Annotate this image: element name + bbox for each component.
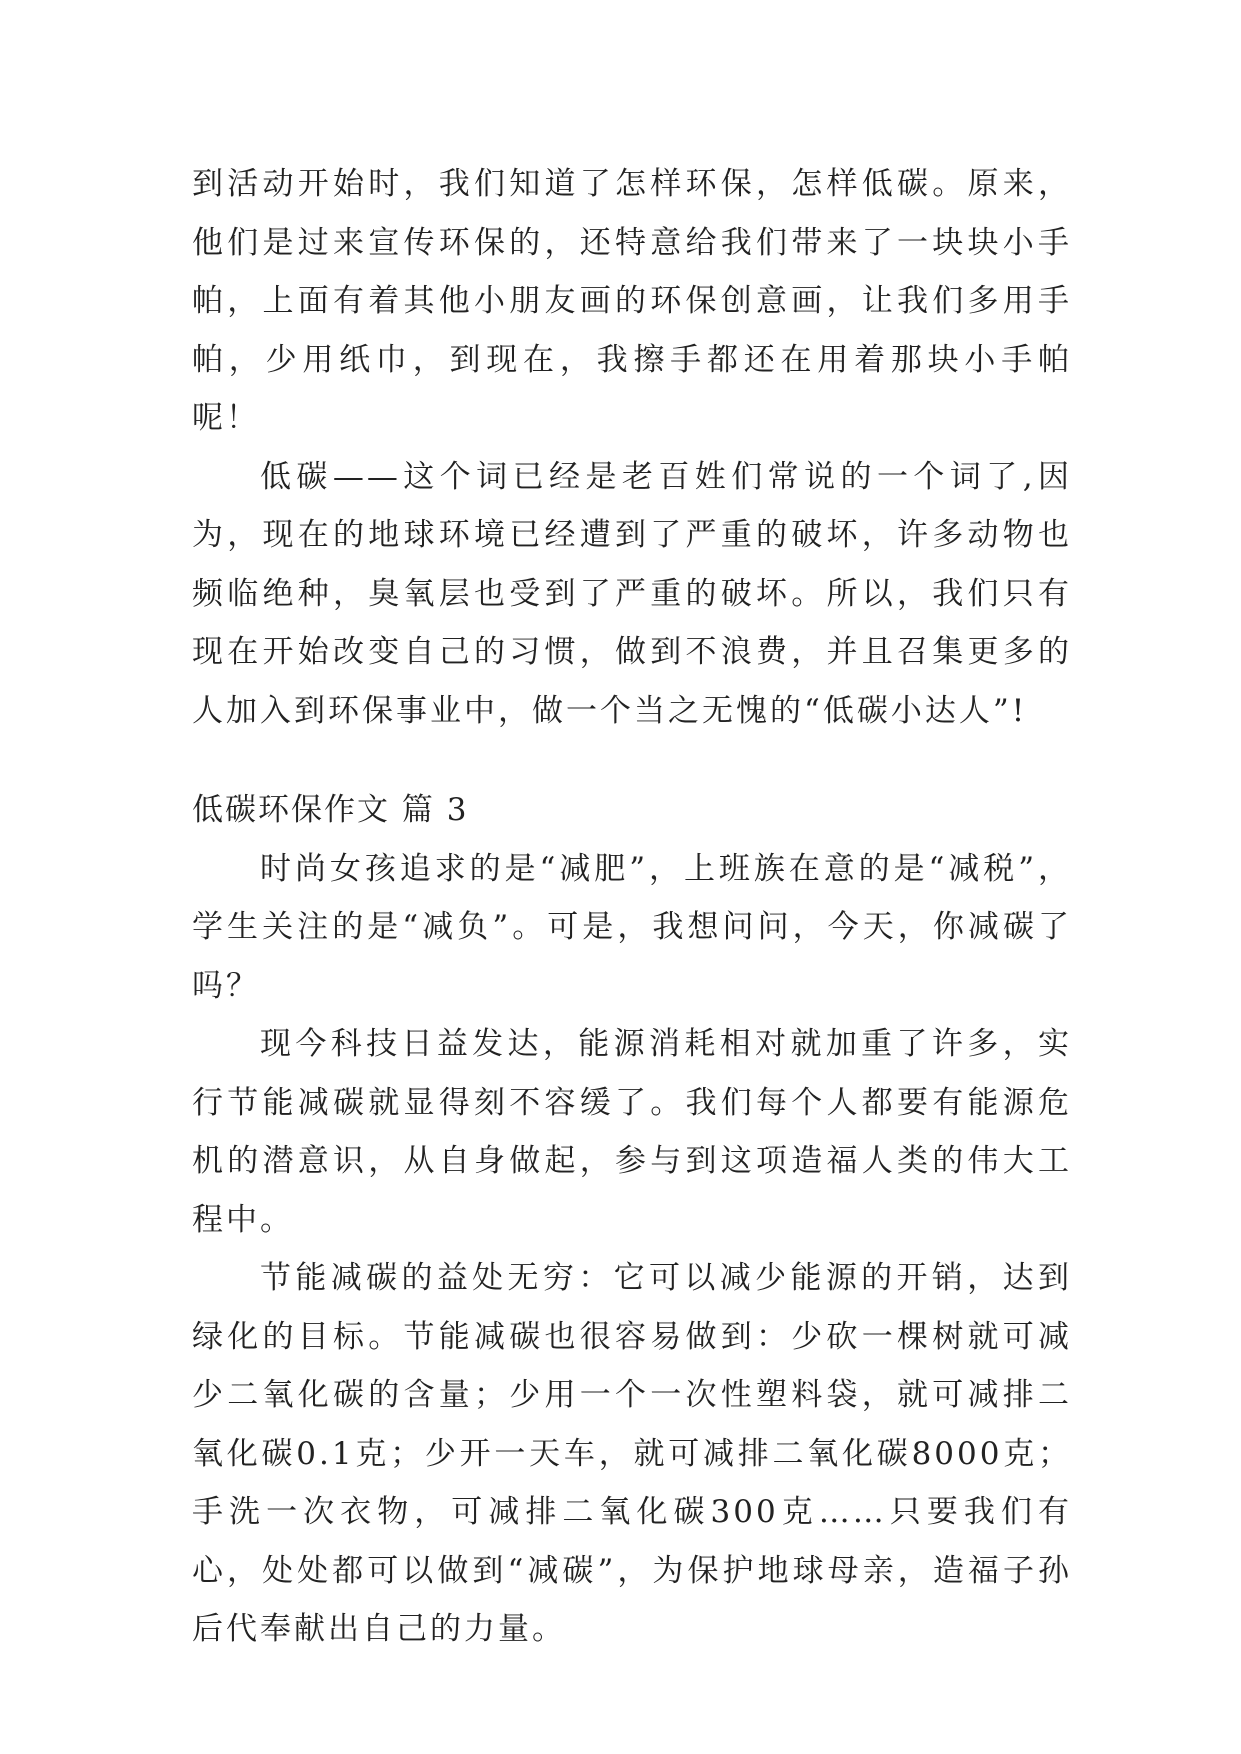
paragraph-intro: 时尚女孩追求的是“减肥”，上班族在意的是“减税”，学生关注的是“减负”。可是，我想问问，今天，你减碳了吗？ [192, 850, 1072, 1004]
document-body [192, 155, 1072, 1659]
paragraph-continuation: 到活动开始时，我们知道了怎样环保，怎样低碳。原来，他们是过来宣传环保的，还特意给我们带来了一块块小手帕，上面有着其他小朋友画的环保创意画，让我们多用手帕，少用纸巾，到现在，我擦手都还在用着那块小手帕呢！ [192, 166, 1072, 436]
paragraph-low-carbon-definition: 低碳——这个词已经是老百姓们常说的一个词了,因为，现在的地球环境已经遭到了严重的破坏，许多动物也频临绝种，臭氧层也受到了严重的破坏。所以，我们只有现在开始改变自己的习惯，做到不浪费，并且召集更多的人加入到环保事业中，做一个当之无愧的“低碳小达人”! [192, 458, 1072, 729]
paragraph-benefits: 节能减碳的益处无穷：它可以减少能源的开销，达到绿化的目标。节能减碳也很容易做到：少砍一棵树就可减少二氧化碳的含量；少用一个一次性塑料袋，就可减排二氧化碳0.1克；少开一天车，就可减排二氧化碳8000克；手洗一次衣物，可减排二氧化碳300克……只要我们有心，处处都可以做到“减碳”，为保护地球母亲，造福子孙后代奉献出自己的力量。 [192, 1260, 1072, 1647]
paragraph-technology: 现今科技日益发达，能源消耗相对就加重了许多，实行节能减碳就显得刻不容缓了。我们每个人都要有能源危机的潜意识，从自身做起，参与到这项造福人类的伟大工程中。 [192, 1026, 1072, 1238]
section-title: 低碳环保作文 篇 3 [192, 792, 469, 828]
